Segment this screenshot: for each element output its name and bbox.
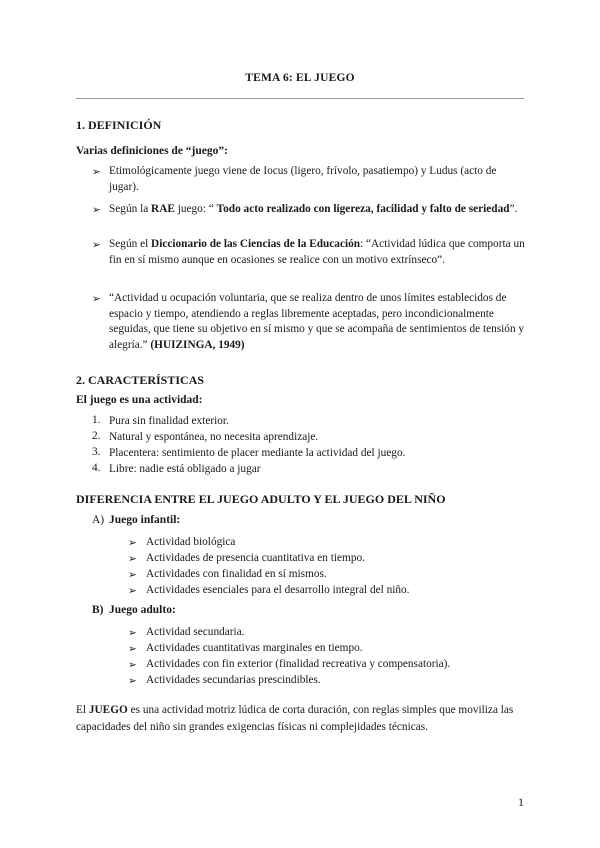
group-b-title: Juego adulto: [109, 604, 176, 616]
title-divider [76, 98, 524, 99]
section-2-heading: 2. CARACTERÍSTICAS [76, 373, 205, 387]
characteristic-item: Pura sin finalidad exterior. [109, 415, 229, 427]
arrow-bullet-icon: ➢ [128, 676, 137, 687]
arrow-bullet-icon: ➢ [128, 554, 137, 565]
closing-paragraph: El JUEGO es una actividad motriz lúdica de corta duración, con reglas simples que moviliza las capacidades del niño sin grandes exigencias físicas ni complejidades técnicas. [76, 704, 514, 733]
arrow-bullet-icon: ➢ [92, 294, 101, 305]
list-number: 3. [92, 446, 101, 458]
page-number: 1 [518, 795, 524, 809]
adulto-item: Actividades secundarias prescindibles. [146, 674, 321, 686]
infantil-item: Actividades con finalidad en sí mismos. [146, 568, 327, 580]
arrow-bullet-icon: ➢ [128, 538, 137, 549]
adulto-item: Actividad secundaria. [146, 626, 245, 638]
characteristic-item: Natural y espontánea, no necesita aprendizaje. [109, 431, 319, 443]
infantil-item: Actividad biológica [146, 536, 236, 548]
list-number: 1. [92, 414, 101, 426]
infantil-item: Actividades de presencia cuantitativa en tiempo. [146, 552, 365, 564]
section-1-intro: Varias definiciones de “juego”: [76, 145, 228, 157]
definition-item: Etimológicamente juego viene de Iocus (ligero, frívolo, pasatiempo) y Ludus (acto de jugar). [109, 165, 497, 193]
section-2-intro: El juego es una actividad: [76, 394, 203, 406]
characteristic-item: Placentera: sentimiento de placer mediante la actividad del juego. [109, 447, 406, 459]
adulto-item: Actividades con fin exterior (finalidad recreativa y compensatoria). [146, 658, 451, 670]
arrow-bullet-icon: ➢ [128, 644, 137, 655]
section-3-heading: DIFERENCIA ENTRE EL JUEGO ADULTO Y EL JUEGO DEL NIÑO [76, 492, 446, 506]
definition-item: Según el Diccionario de las Ciencias de la Educación: “Actividad lúdica que comporta un fin en sí mismo aunque en ocasiones se realice con un motivo extrínseco”. [109, 238, 525, 266]
arrow-bullet-icon: ➢ [128, 570, 137, 581]
group-a-title: Juego infantil: [109, 514, 181, 526]
arrow-bullet-icon: ➢ [128, 660, 137, 671]
page-title: TEMA 6: EL JUEGO [245, 72, 355, 84]
arrow-bullet-icon: ➢ [92, 167, 101, 178]
arrow-bullet-icon: ➢ [128, 628, 137, 639]
arrow-bullet-icon: ➢ [92, 205, 101, 216]
list-number: 4. [92, 462, 101, 474]
arrow-bullet-icon: ➢ [92, 240, 101, 251]
section-1-heading: 1. DEFINICIÓN [76, 118, 162, 132]
group-b-label: B) [92, 604, 104, 616]
adulto-item: Actividades cuantitativas marginales en tiempo. [146, 642, 363, 654]
definition-item: Según la RAE juego: “ Todo acto realizado con ligereza, facilidad y falto de seriedad”. [109, 203, 518, 215]
characteristic-item: Libre: nadie está obligado a jugar [109, 463, 261, 475]
arrow-bullet-icon: ➢ [128, 586, 137, 597]
list-number: 2. [92, 430, 101, 442]
definition-item: “Actividad u ocupación voluntaria, que se realiza dentro de unos límites establecidos de espacio y tiempo, atendiendo a reglas libremente aceptadas, pero incondicionalmente seguidas, que tiene su objetivo en sí mismo y que se acompaña de sentimientos de tensión y alegría.” (HUIZINGA, 1949) [109, 292, 525, 351]
infantil-item: Actividades esenciales para el desarrollo integral del niño. [146, 584, 410, 596]
group-a-label: A) [92, 514, 105, 526]
